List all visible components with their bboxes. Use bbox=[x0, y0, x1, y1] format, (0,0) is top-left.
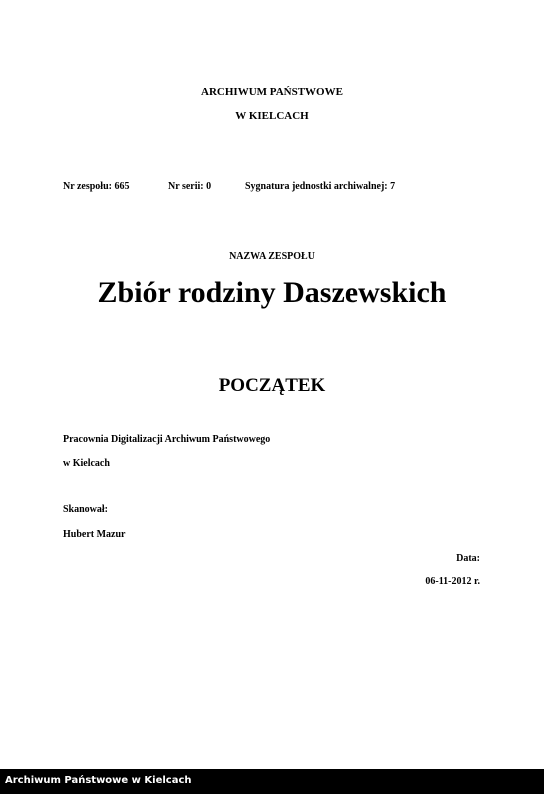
fonds-number: Nr zespołu: 665 bbox=[63, 181, 130, 192]
series-number: Nr serii: 0 bbox=[168, 181, 212, 192]
fonds-name-heading: NAZWA ZESPOŁU bbox=[229, 251, 315, 262]
digitization-lab-line-1: Pracownia Digitalizacji Archiwum Państwowego bbox=[63, 434, 271, 445]
start-marker-label: POCZĄTEK bbox=[218, 375, 326, 396]
digitization-lab-line-2: w Kielcach bbox=[63, 458, 110, 469]
date-label: Data: bbox=[456, 553, 480, 564]
archival-unit-signature: Sygnatura jednostki archiwalnej: 7 bbox=[245, 181, 396, 192]
footer-archive-name: Archiwum Państwowe w Kielcach bbox=[5, 775, 192, 786]
date-value: 06-11-2012 r. bbox=[425, 576, 480, 587]
fonds-title: Zbiór rodziny Daszewskich bbox=[97, 276, 447, 309]
archive-name-line-1: ARCHIWUM PAŃSTWOWE bbox=[201, 86, 343, 98]
scanned-by-label: Skanował: bbox=[63, 504, 109, 515]
scanner-name: Hubert Mazur bbox=[63, 529, 126, 540]
footer-bar bbox=[0, 769, 544, 794]
archive-name-line-2: W KIELCACH bbox=[235, 110, 309, 122]
